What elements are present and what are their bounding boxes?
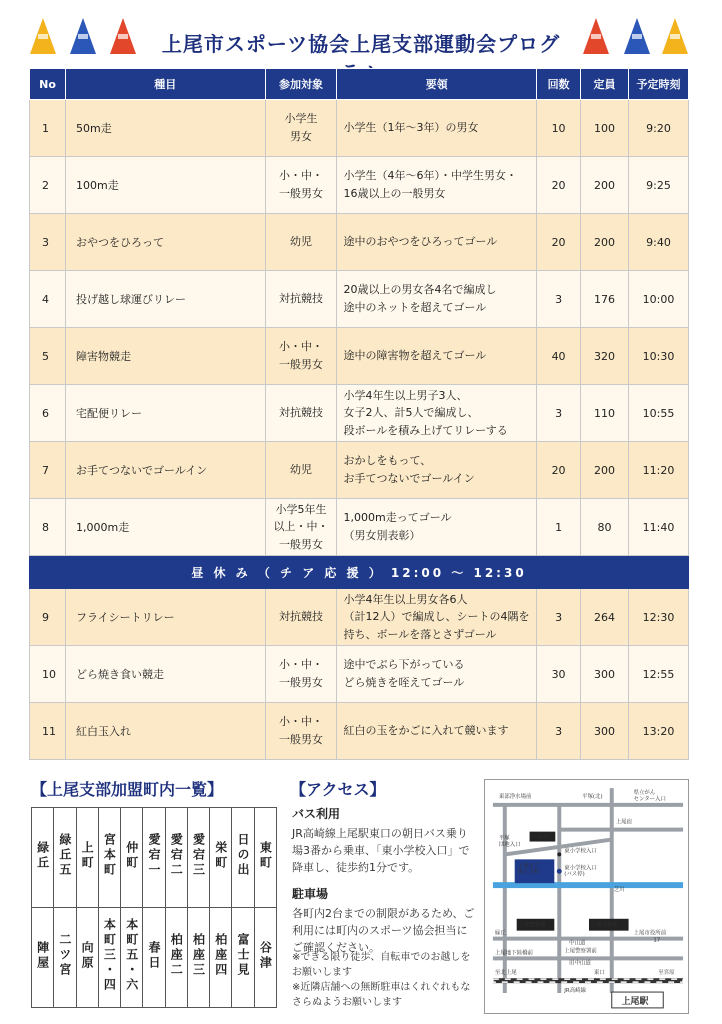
town-cell — [187, 808, 209, 908]
row-no: 4 — [30, 271, 66, 328]
row-target: 小学5年生 以上・中・ 一般男女 — [265, 499, 337, 556]
row-no: 5 — [30, 328, 66, 385]
row-rule: 途中のおやつをひろってゴール — [337, 214, 537, 271]
map-label-police_mae: 上尾警察署前 — [564, 948, 597, 955]
row-target: 幼児 — [265, 442, 337, 499]
row-time: 12:30 — [629, 589, 689, 646]
town-cell — [165, 908, 187, 1008]
row-event: フライシートリレー — [65, 589, 265, 646]
row-no: 2 — [30, 157, 66, 214]
town-name: 愛宕二 — [169, 833, 184, 878]
table-row — [30, 589, 689, 646]
map-label-route17: 17 — [653, 937, 661, 944]
row-count: 40 — [537, 328, 581, 385]
town-cell — [32, 808, 54, 908]
row-count: 1 — [537, 499, 581, 556]
map-label-nakasendo: 中山道 — [569, 940, 586, 947]
map-label-kenritsu: 県立がんセンター入口 — [633, 790, 666, 803]
town-name: 陣屋 — [35, 940, 50, 971]
row-target: 小・中・ 一般男女 — [265, 328, 337, 385]
map-label-heitoku: 平塚(北) — [582, 793, 603, 800]
town-cell — [254, 908, 276, 1008]
town-name: 柏座四 — [213, 933, 228, 978]
table-row — [30, 214, 689, 271]
row-count: 30 — [537, 646, 581, 703]
table-row — [30, 328, 689, 385]
towns-row — [32, 908, 277, 1008]
town-name: 二ツ宮 — [57, 933, 72, 978]
town-cell — [143, 908, 165, 1008]
towns-title: 【上尾支部加盟町内一覧】 — [31, 780, 224, 799]
map-label-police: 上尾警察署 — [518, 922, 546, 929]
row-target: 対抗競技 — [265, 589, 337, 646]
row-event: おやつをひろって — [65, 214, 265, 271]
map-label-heitsuka_danchi: 平塚団地入口 — [498, 835, 521, 848]
note-walk: ※できる限り徒歩、自転車でのお越しをお願いします — [292, 952, 471, 978]
town-cell — [143, 808, 165, 908]
row-rule: 小学4年生以上男子3人、 女子2人、計5人で編成し、 段ボールを積み上げてリレーする — [337, 385, 537, 442]
map-label-midori: 緑丘 — [494, 930, 506, 937]
table-row — [30, 385, 689, 442]
town-name: 柏座三 — [191, 933, 206, 978]
row-target: 小・中・ 一般男女 — [265, 703, 337, 760]
row-capacity: 110 — [581, 385, 629, 442]
row-rule: 途中でぶら下がっている どら焼きを咥えてゴール — [337, 646, 537, 703]
town-name: 本町五・六 — [124, 918, 139, 993]
town-name: 仲町 — [124, 840, 139, 871]
town-name: 柏座二 — [169, 933, 184, 978]
access-title: 【アクセス】 — [290, 780, 386, 799]
row-count: 20 — [537, 157, 581, 214]
map-label-belk: ベルク — [532, 834, 549, 841]
town-name: 緑丘 — [35, 840, 50, 871]
table-row — [30, 100, 689, 157]
access-info — [292, 805, 478, 956]
row-time: 12:55 — [629, 646, 689, 703]
row-no: 11 — [30, 703, 66, 760]
towns-table — [31, 807, 277, 1008]
lunch-break-label: 昼 休 み （ チ ア 応 援 ） 12:00 ～ 12:30 — [30, 556, 689, 589]
col-event: 種目 — [65, 69, 265, 100]
town-cell — [32, 908, 54, 1008]
access-notes — [292, 950, 478, 1010]
traffic-cone-icon — [583, 18, 609, 54]
row-event: 障害物競走 — [65, 328, 265, 385]
row-no: 6 — [30, 385, 66, 442]
row-target: 小・中・ 一般男女 — [265, 157, 337, 214]
town-cell — [76, 808, 98, 908]
town-name: 緑丘五 — [57, 833, 72, 878]
col-target: 参加対象 — [265, 69, 337, 100]
town-name: 上町 — [80, 840, 95, 871]
town-name: 向原 — [80, 940, 95, 971]
table-row — [30, 499, 689, 556]
row-capacity: 176 — [581, 271, 629, 328]
row-no: 7 — [30, 442, 66, 499]
bus-text: JR高崎線上尾駅東口の朝日バス乗り場3番から乗車、「東小学校入口」で降車し、徒歩約1分です。 — [292, 827, 470, 875]
bus-heading: バス利用 — [292, 807, 341, 821]
town-name: 富士見 — [236, 933, 251, 978]
table-row — [30, 442, 689, 499]
row-rule: 小学生（1年～3年）の男女 — [337, 100, 537, 157]
traffic-cone-icon — [624, 18, 650, 54]
row-capacity: 300 — [581, 646, 629, 703]
town-cell — [232, 808, 254, 908]
program-table — [29, 68, 689, 760]
map-label-busstop: 東小学校入口(バス停) — [564, 865, 597, 878]
col-count: 回数 — [537, 69, 581, 100]
row-rule: 小学4年生以上男女各6人 （計12人）で編成し、シートの4隅を 持ち、ボールを落とさずゴール — [337, 589, 537, 646]
towns-row — [32, 808, 277, 908]
row-capacity: 300 — [581, 703, 629, 760]
row-event: 50m走 — [65, 100, 265, 157]
traffic-cone-icon — [30, 18, 56, 54]
map-label-kyu: 旧中山道 — [569, 960, 591, 967]
row-capacity: 200 — [581, 442, 629, 499]
row-event: 投げ越し球運びリレー — [65, 271, 265, 328]
row-count: 20 — [537, 214, 581, 271]
town-cell — [121, 908, 143, 1008]
row-capacity: 80 — [581, 499, 629, 556]
note-parking: ※近隣店舗への無断駐車はくれぐれもなさらぬようお願いします — [292, 982, 471, 1008]
map-label-cityhall: 上尾市役所 — [590, 922, 619, 929]
row-no: 1 — [30, 100, 66, 157]
row-time: 11:20 — [629, 442, 689, 499]
row-rule: おかしをもって、 お手てつないでゴールイン — [337, 442, 537, 499]
row-event: 紅白玉入れ — [65, 703, 265, 760]
railway-shape — [493, 978, 683, 983]
row-event: どら焼き食い競走 — [65, 646, 265, 703]
table-row — [30, 646, 689, 703]
busstop-dot — [557, 869, 562, 874]
town-name: 栄町 — [213, 840, 228, 871]
row-no: 9 — [30, 589, 66, 646]
row-event: 宅配便リレー — [65, 385, 265, 442]
row-time: 10:30 — [629, 328, 689, 385]
town-cell — [121, 808, 143, 908]
map-label-higashiguchi: 東口 — [593, 970, 605, 977]
col-rule: 要領 — [337, 69, 537, 100]
table-row — [30, 271, 689, 328]
traffic-cone-icon — [70, 18, 96, 54]
page-title: 上尾市スポーツ協会上尾支部運動会プログ — [161, 32, 561, 56]
table-row — [30, 157, 689, 214]
town-cell — [232, 908, 254, 1008]
row-count: 3 — [537, 589, 581, 646]
map-svg — [485, 780, 688, 1013]
map-label-kamiocho: 上尾宿 — [615, 819, 633, 826]
town-name: 愛宕三 — [191, 833, 206, 878]
col-time: 予定時刻 — [629, 69, 689, 100]
access-map — [484, 779, 689, 1014]
row-count: 3 — [537, 385, 581, 442]
town-cell — [254, 808, 276, 908]
row-time: 11:40 — [629, 499, 689, 556]
row-rule: 小学生（4年～6年）・中学生男女・ 16歳以上の一般男女 — [337, 157, 537, 214]
town-cell — [210, 808, 232, 908]
row-rule: 途中の障害物を超えてゴール — [337, 328, 537, 385]
row-count: 10 — [537, 100, 581, 157]
map-label-station: 上尾駅 — [621, 996, 649, 1007]
row-time: 9:25 — [629, 157, 689, 214]
town-name: 春日 — [146, 940, 161, 971]
parking-text: 各町内2台までの制限があるため、ご利用には町内のスポーツ協会担当にご確認ください。 — [292, 907, 475, 955]
town-cell — [54, 908, 76, 1008]
row-time: 10:55 — [629, 385, 689, 442]
town-name: 本町三・四 — [102, 918, 117, 993]
map-label-higashi_iriguchi: 東小学校入口 — [564, 848, 597, 855]
row-event: お手てつないでゴールイン — [65, 442, 265, 499]
town-name: 宮本町 — [102, 833, 117, 878]
row-count: 3 — [537, 271, 581, 328]
map-label-jr: JR高崎線 — [564, 988, 586, 995]
row-target: 小学生 男女 — [265, 100, 337, 157]
row-rule: 20歳以上の男女各4名で編成し 途中のネットを超えてゴール — [337, 271, 537, 328]
map-label-cityhall_mae: 上尾市役所前 — [633, 930, 667, 937]
town-name: 谷津 — [258, 940, 273, 971]
row-target: 小・中・ 一般男女 — [265, 646, 337, 703]
row-no: 8 — [30, 499, 66, 556]
row-event: 1,000m走 — [65, 499, 265, 556]
col-capacity: 定員 — [581, 69, 629, 100]
parking-heading: 駐車場 — [292, 887, 329, 902]
row-capacity: 320 — [581, 328, 629, 385]
row-count: 3 — [537, 703, 581, 760]
row-target: 幼児 — [265, 214, 337, 271]
town-name: 愛宕一 — [146, 833, 161, 878]
row-event: 100m走 — [65, 157, 265, 214]
map-label-shishimiya: 至宮原 — [658, 970, 675, 977]
row-count: 20 — [537, 442, 581, 499]
town-cell — [187, 908, 209, 1008]
row-time: 13:20 — [629, 703, 689, 760]
town-cell — [165, 808, 187, 908]
row-target: 対抗競技 — [265, 271, 337, 328]
map-label-jobo: 東部浄水場前 — [498, 793, 532, 800]
map-label-school: 上尾市立東小学校 — [517, 863, 540, 876]
map-label-shishidai: 至北上尾 — [494, 970, 517, 977]
page-header — [0, 0, 722, 64]
traffic-cone-icon — [110, 18, 136, 54]
row-rule: 1,000m走ってゴール （男女別表彰） — [337, 499, 537, 556]
traffic-cone-icon — [662, 18, 688, 54]
town-name: 日の出 — [236, 833, 251, 878]
row-capacity: 200 — [581, 214, 629, 271]
row-capacity: 100 — [581, 100, 629, 157]
town-cell — [76, 908, 98, 1008]
row-rule: 紅白の玉をかごに入れて競います — [337, 703, 537, 760]
table-row — [30, 703, 689, 760]
town-cell — [98, 808, 120, 908]
table-header-row — [30, 69, 689, 100]
row-no: 3 — [30, 214, 66, 271]
row-time: 9:40 — [629, 214, 689, 271]
town-name: 東町 — [258, 840, 273, 871]
row-capacity: 264 — [581, 589, 629, 646]
town-cell — [210, 908, 232, 1008]
row-no: 10 — [30, 646, 66, 703]
map-label-river: 芝川 — [613, 887, 625, 894]
map-label-underpass: 上尾地下陸橋前 — [494, 950, 533, 957]
row-time: 10:00 — [629, 271, 689, 328]
row-target: 対抗競技 — [265, 385, 337, 442]
town-cell — [98, 908, 120, 1008]
row-capacity: 200 — [581, 157, 629, 214]
col-no: No — [30, 69, 66, 100]
row-time: 9:20 — [629, 100, 689, 157]
town-cell — [54, 808, 76, 908]
lunch-break-row — [30, 556, 689, 589]
